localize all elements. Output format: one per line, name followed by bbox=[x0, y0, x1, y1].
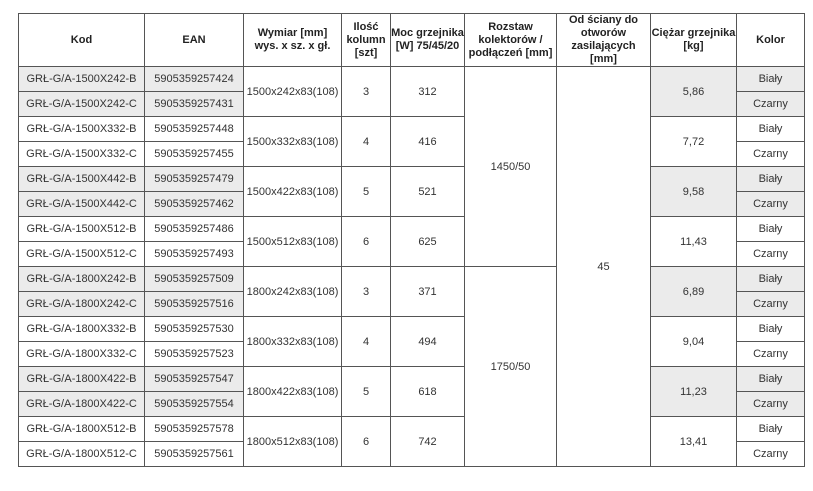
table-row bbox=[19, 167, 805, 192]
cell-kolor: Czarny bbox=[737, 92, 805, 117]
cell-ean: 5905359257455 bbox=[145, 142, 244, 167]
cell-kod: GRŁ-G/A-1500X332-C bbox=[19, 142, 145, 167]
header-rozstaw-line2: kolektorów / bbox=[478, 33, 543, 46]
cell-wymiar: 1500x512x83(108) bbox=[244, 217, 342, 267]
cell-ean: 5905359257530 bbox=[145, 317, 244, 342]
table-row bbox=[19, 267, 805, 292]
cell-moc: 371 bbox=[391, 267, 465, 317]
col-header-kod bbox=[19, 14, 145, 67]
cell-ean: 5905359257554 bbox=[145, 392, 244, 417]
cell-kod: GRŁ-G/A-1800X332-C bbox=[19, 342, 145, 367]
cell-kolor: Czarny bbox=[737, 442, 805, 467]
header-kod: Kod bbox=[70, 33, 93, 46]
cell-ean: 5905359257561 bbox=[145, 442, 244, 467]
col-header-ilosc bbox=[342, 14, 391, 67]
cell-ciezar: 9,04 bbox=[651, 317, 737, 367]
cell-ean: 5905359257509 bbox=[145, 267, 244, 292]
cell-ciezar: 7,72 bbox=[651, 117, 737, 167]
cell-kolor: Biały bbox=[737, 167, 805, 192]
col-header-ciezar bbox=[651, 14, 737, 67]
cell-kolor: Biały bbox=[737, 217, 805, 242]
table-body bbox=[19, 67, 805, 467]
cell-kolor: Biały bbox=[737, 267, 805, 292]
table-row bbox=[19, 217, 805, 242]
cell-moc: 742 bbox=[391, 417, 465, 467]
cell-kod: GRŁ-G/A-1500X332-B bbox=[19, 117, 145, 142]
header-wymiar-line2: wys. x sz. x gł. bbox=[254, 40, 331, 52]
cell-rozstaw: 1450/50 bbox=[465, 67, 557, 267]
cell-kod: GRŁ-G/A-1800X242-C bbox=[19, 292, 145, 317]
col-header-ean bbox=[145, 14, 244, 67]
cell-moc: 521 bbox=[391, 167, 465, 217]
cell-ean: 5905359257547 bbox=[145, 367, 244, 392]
table-row bbox=[19, 417, 805, 442]
cell-ciezar: 9,58 bbox=[651, 167, 737, 217]
cell-ean: 5905359257424 bbox=[145, 67, 244, 92]
cell-kolumny: 6 bbox=[342, 417, 391, 467]
cell-ciezar: 13,41 bbox=[651, 417, 737, 467]
header-ilosc-line1: Ilość bbox=[353, 20, 379, 33]
cell-kod: GRŁ-G/A-1800X512-B bbox=[19, 417, 145, 442]
header-kolor: Kolor bbox=[756, 33, 785, 46]
header-ilosc-line2: kolumn bbox=[346, 33, 386, 46]
cell-kolor: Biały bbox=[737, 117, 805, 142]
header-od-sciany-line2: otworów bbox=[580, 27, 627, 39]
cell-kolor: Biały bbox=[737, 367, 805, 392]
cell-kod: GRŁ-G/A-1500X442-B bbox=[19, 167, 145, 192]
cell-wymiar: 1500x332x83(108) bbox=[244, 117, 342, 167]
col-header-wymiar bbox=[244, 14, 342, 67]
cell-kolor: Czarny bbox=[737, 142, 805, 167]
cell-kolor: Czarny bbox=[737, 242, 805, 267]
cell-rozstaw: 1750/50 bbox=[465, 267, 557, 467]
cell-kolor: Biały bbox=[737, 67, 805, 92]
cell-kod: GRŁ-G/A-1800X512-C bbox=[19, 442, 145, 467]
cell-ean: 5905359257431 bbox=[145, 92, 244, 117]
cell-ciezar: 6,89 bbox=[651, 267, 737, 317]
cell-kod: GRŁ-G/A-1500X512-B bbox=[19, 217, 145, 242]
cell-kolor: Czarny bbox=[737, 192, 805, 217]
cell-moc: 625 bbox=[391, 217, 465, 267]
cell-kolor: Czarny bbox=[737, 392, 805, 417]
cell-ean: 5905359257578 bbox=[145, 417, 244, 442]
header-ilosc-line3: [szt] bbox=[354, 46, 378, 59]
table-row bbox=[19, 67, 805, 92]
cell-ean: 5905359257462 bbox=[145, 192, 244, 217]
col-header-rozstaw bbox=[465, 14, 557, 67]
cell-kolumny: 4 bbox=[342, 117, 391, 167]
cell-kolumny: 3 bbox=[342, 67, 391, 117]
cell-ciezar: 11,23 bbox=[651, 367, 737, 417]
header-ciezar-line2: [kg] bbox=[683, 40, 704, 52]
cell-kod: GRŁ-G/A-1500X242-B bbox=[19, 67, 145, 92]
table-header bbox=[19, 14, 805, 67]
cell-kod: GRŁ-G/A-1800X242-B bbox=[19, 267, 145, 292]
header-rozstaw-line1: Rozstaw bbox=[488, 20, 533, 33]
cell-ean: 5905359257523 bbox=[145, 342, 244, 367]
cell-ean: 5905359257516 bbox=[145, 292, 244, 317]
cell-ean: 5905359257493 bbox=[145, 242, 244, 267]
col-header-od-sciany bbox=[557, 14, 651, 67]
header-ean: EAN bbox=[182, 33, 206, 46]
cell-kod: GRŁ-G/A-1500X242-C bbox=[19, 92, 145, 117]
cell-kod: GRŁ-G/A-1500X442-C bbox=[19, 192, 145, 217]
cell-kolumny: 4 bbox=[342, 317, 391, 367]
header-moc-line1: Moc grzejnika bbox=[391, 27, 464, 39]
cell-kolumny: 5 bbox=[342, 167, 391, 217]
header-wymiar-line1: Wymiar [mm] bbox=[257, 27, 328, 39]
product-spec-table bbox=[18, 13, 805, 467]
cell-ean: 5905359257448 bbox=[145, 117, 244, 142]
cell-wymiar: 1500x422x83(108) bbox=[244, 167, 342, 217]
header-rozstaw-line3: podłączeń [mm] bbox=[468, 46, 553, 59]
cell-kolor: Czarny bbox=[737, 342, 805, 367]
cell-moc: 618 bbox=[391, 367, 465, 417]
cell-wymiar: 1800x512x83(108) bbox=[244, 417, 342, 467]
header-od-sciany-line3: zasilających [mm] bbox=[571, 40, 636, 65]
cell-wymiar: 1800x332x83(108) bbox=[244, 317, 342, 367]
col-header-moc bbox=[391, 14, 465, 67]
cell-ciezar: 5,86 bbox=[651, 67, 737, 117]
cell-kod: GRŁ-G/A-1800X332-B bbox=[19, 317, 145, 342]
cell-moc: 416 bbox=[391, 117, 465, 167]
header-ciezar-line1: Ciężar grzejnika bbox=[651, 27, 736, 39]
col-header-kolor bbox=[737, 14, 805, 67]
cell-moc: 494 bbox=[391, 317, 465, 367]
cell-wymiar: 1800x242x83(108) bbox=[244, 267, 342, 317]
cell-kolumny: 6 bbox=[342, 217, 391, 267]
cell-kolor: Biały bbox=[737, 417, 805, 442]
cell-kolor: Czarny bbox=[737, 292, 805, 317]
cell-wymiar: 1800x422x83(108) bbox=[244, 367, 342, 417]
cell-ean: 5905359257479 bbox=[145, 167, 244, 192]
cell-kod: GRŁ-G/A-1500X512-C bbox=[19, 242, 145, 267]
cell-kolumny: 5 bbox=[342, 367, 391, 417]
cell-kod: GRŁ-G/A-1800X422-C bbox=[19, 392, 145, 417]
table-row bbox=[19, 117, 805, 142]
cell-kolor: Biały bbox=[737, 317, 805, 342]
cell-ean: 5905359257486 bbox=[145, 217, 244, 242]
cell-wymiar: 1500x242x83(108) bbox=[244, 67, 342, 117]
cell-ciezar: 11,43 bbox=[651, 217, 737, 267]
header-row bbox=[19, 14, 805, 67]
cell-kolumny: 3 bbox=[342, 267, 391, 317]
cell-kod: GRŁ-G/A-1800X422-B bbox=[19, 367, 145, 392]
header-od-sciany-line1: Od ściany do bbox=[568, 14, 639, 26]
cell-od-sciany: 45 bbox=[557, 67, 651, 467]
table-row bbox=[19, 367, 805, 392]
table-row bbox=[19, 317, 805, 342]
cell-moc: 312 bbox=[391, 67, 465, 117]
header-moc-line2: [W] 75/45/20 bbox=[395, 40, 460, 52]
